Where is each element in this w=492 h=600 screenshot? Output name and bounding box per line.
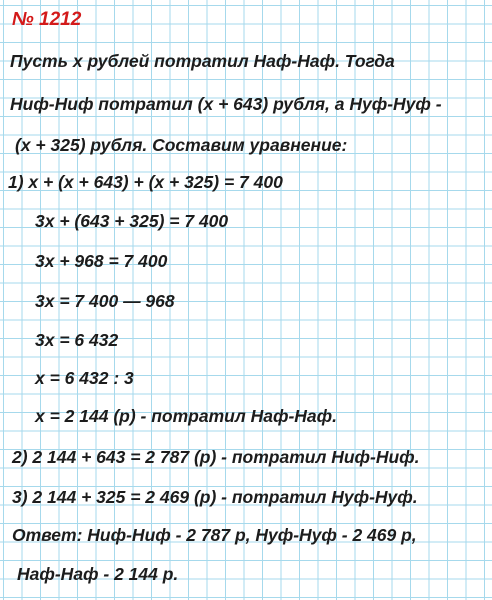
equation-line-3: 3х + 968 = 7 400 bbox=[35, 251, 168, 271]
answer-line-2: Наф-Наф - 2 144 р. bbox=[17, 564, 179, 584]
equation-line-4: 3х = 7 400 — 968 bbox=[35, 291, 175, 311]
text-line-3: (х + 325) рубля. Составим уравнение: bbox=[15, 135, 348, 155]
equation-line-2: 3х + (643 + 325) = 7 400 bbox=[35, 211, 229, 231]
equation-line-5: 3х = 6 432 bbox=[35, 330, 119, 350]
equation-line-7: х = 2 144 (р) - потратил Наф-Наф. bbox=[35, 406, 337, 426]
equation-line-6: х = 6 432 : 3 bbox=[35, 368, 134, 388]
step-2-line: 2) 2 144 + 643 = 2 787 (р) - потратил Ниф-Ниф. bbox=[12, 447, 420, 467]
task-number: № 1212 bbox=[12, 9, 82, 30]
text-line-2: Ниф-Ниф потратил (х + 643) рубля, а Нуф-Нуф - bbox=[10, 94, 442, 114]
text-line-1: Пусть х рублей потратил Наф-Наф. Тогда bbox=[10, 51, 395, 71]
answer-line-1: Ответ: Ниф-Ниф - 2 787 р, Нуф-Нуф - 2 469 р, bbox=[12, 525, 417, 545]
equation-line-1: 1) х + (х + 643) + (х + 325) = 7 400 bbox=[8, 172, 283, 192]
step-3-line: 3) 2 144 + 325 = 2 469 (р) - потратил Нуф-Нуф. bbox=[12, 487, 418, 507]
